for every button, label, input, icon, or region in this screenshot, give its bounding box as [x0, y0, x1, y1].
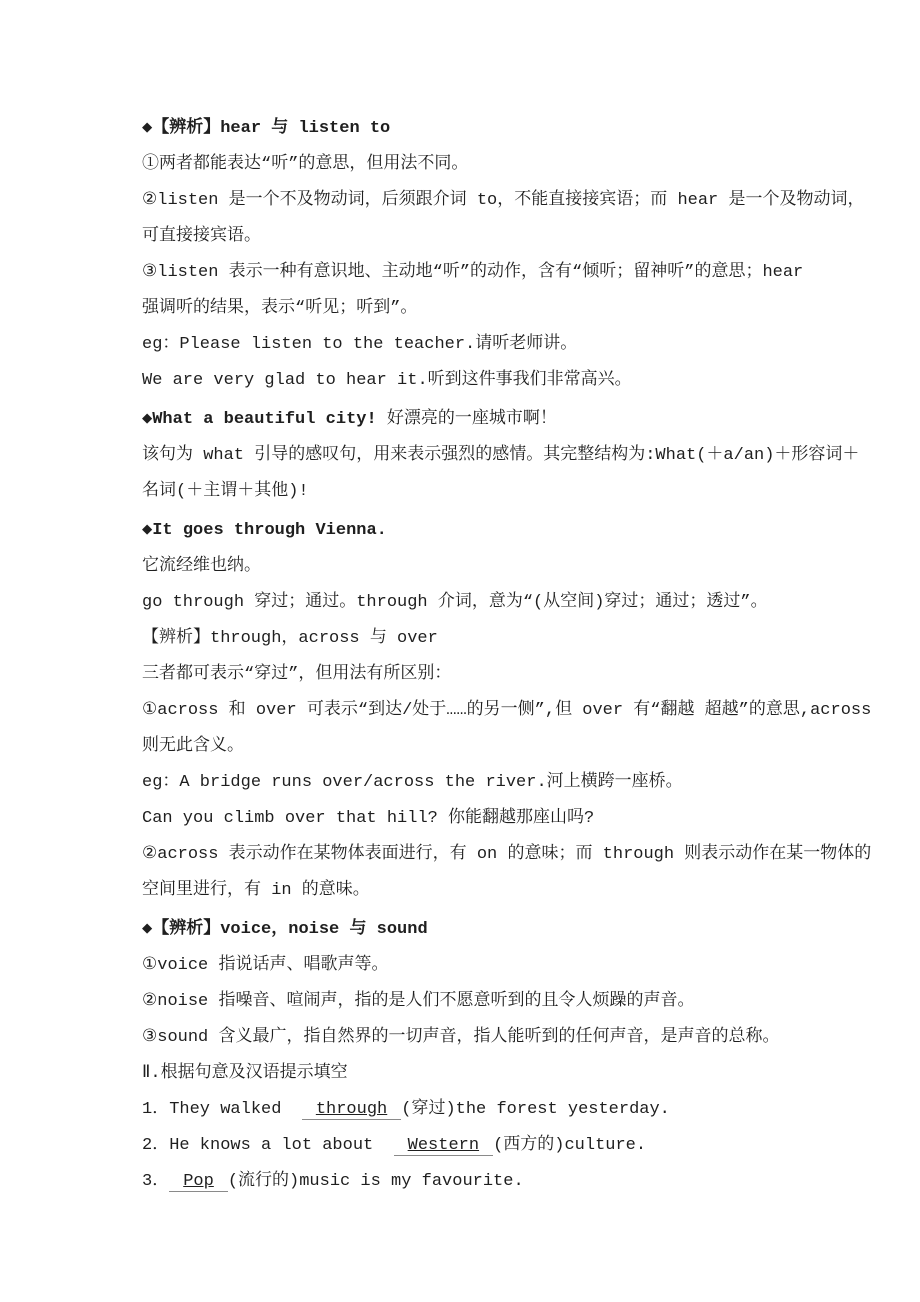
text-run: ③listen 表示一种有意识地、主动地“听”的动作，含有“倾听；留神听”的意思；hear — [142, 263, 804, 282]
text-run: Ⅱ.根据句意及汉语提示填空 — [142, 1064, 348, 1083]
text-line — [142, 948, 920, 984]
text-line — [142, 474, 920, 510]
text-run: 3． — [142, 1172, 170, 1191]
text-run: eg：A bridge runs over/across the river.河上横跨一座桥。 — [142, 773, 683, 792]
text-run: ①across 和 over 可表示“到达/处于……的另一侧”,但 over 有“翻越 超越”的意思,across — [142, 701, 872, 720]
text-run: 则无此含义。 — [142, 737, 244, 756]
text-run: ②across 表示动作在某物体表面进行，有 on 的意味；而 through 则表示动作在某一物体的 — [142, 845, 872, 864]
text-line — [142, 438, 920, 474]
text-line — [142, 513, 920, 549]
text-run: 【辨析】through，across 与 over — [142, 629, 438, 648]
blank-answer: through — [315, 1100, 388, 1119]
text-line — [142, 1164, 920, 1200]
heading-text: ◆【辨析】voice，noise 与 sound — [142, 920, 428, 939]
text-run: go through 穿过；通过。through 介词，意为“(从空间)穿过；通过；透过”。 — [142, 593, 768, 612]
document-content — [142, 111, 920, 1200]
text-run: 可直接接宾语。 — [142, 227, 261, 246]
text-line — [142, 363, 920, 399]
text-run: 名词(＋主谓＋其他)! — [142, 482, 309, 501]
text-line — [142, 984, 920, 1020]
text-line — [142, 147, 920, 183]
text-run: (穿过)the forest yesterday. — [401, 1100, 670, 1119]
text-run: ①两者都能表达“听”的意思，但用法不同。 — [142, 155, 469, 174]
text-line — [142, 873, 920, 909]
fill-in-blank — [169, 1172, 228, 1192]
blank-answer: Pop — [183, 1172, 214, 1191]
text-line — [142, 801, 920, 837]
text-line — [142, 693, 920, 729]
text-run: 好漂亮的一座城市啊！ — [376, 410, 557, 429]
text-run: (流行的)music is my favourite. — [227, 1172, 524, 1191]
text-run: 强调听的结果，表示“听见；听到”。 — [142, 299, 418, 318]
text-run: ③sound 含义最广，指自然界的一切声音，指人能听到的任何声音，是声音的总称。 — [142, 1028, 780, 1047]
text-run: ②noise 指噪音、喧闹声，指的是人们不愿意听到的且令人烦躁的声音。 — [142, 992, 695, 1011]
text-line — [142, 327, 920, 363]
text-line — [142, 912, 920, 948]
heading-text: ◆What a beautiful city! — [142, 410, 377, 429]
text-run: Can you climb over that hill? 你能翻越那座山吗? — [142, 809, 595, 828]
heading-text: ◆It goes through Vienna. — [142, 521, 387, 540]
fill-in-blank — [394, 1136, 493, 1156]
text-line — [142, 402, 920, 438]
text-line — [142, 255, 920, 291]
text-line — [142, 291, 920, 327]
text-run: (西方的)culture. — [493, 1136, 647, 1155]
text-line — [142, 1128, 920, 1164]
text-line — [142, 183, 920, 219]
text-line — [142, 1092, 920, 1128]
text-run: 它流经维也纳。 — [142, 557, 261, 576]
text-line — [142, 765, 920, 801]
text-run: 三者都可表示“穿过”，但用法有所区别： — [142, 665, 452, 684]
text-line — [142, 837, 920, 873]
text-line — [142, 585, 920, 621]
blank-answer: Western — [407, 1136, 480, 1155]
text-run: ①voice 指说话声、唱歌声等。 — [142, 956, 389, 975]
text-run: eg：Please listen to the teacher.请听老师讲。 — [142, 335, 578, 354]
text-line — [142, 1056, 920, 1092]
text-run: ②listen 是一个不及物动词，后须跟介词 to，不能直接接宾语；而 hear 是一个及物动词， — [142, 191, 865, 210]
text-run: We are very glad to hear it.听到这件事我们非常高兴。 — [142, 371, 632, 390]
heading-text: ◆【辨析】hear 与 listen to — [142, 119, 391, 138]
text-line — [142, 621, 920, 657]
text-line — [142, 1020, 920, 1056]
text-run: 1．They walked — [142, 1100, 302, 1119]
text-line — [142, 729, 920, 765]
text-line — [142, 657, 920, 693]
fill-in-blank — [302, 1100, 401, 1120]
text-run: 该句为 what 引导的感叹句，用来表示强烈的感情。其完整结构为:What(＋a/an)＋形容词＋ — [142, 446, 860, 465]
text-run: 空间里进行，有 in 的意味。 — [142, 881, 370, 900]
text-line — [142, 549, 920, 585]
text-line — [142, 219, 920, 255]
text-run: 2．He knows a lot about — [142, 1136, 394, 1155]
text-line — [142, 111, 920, 147]
